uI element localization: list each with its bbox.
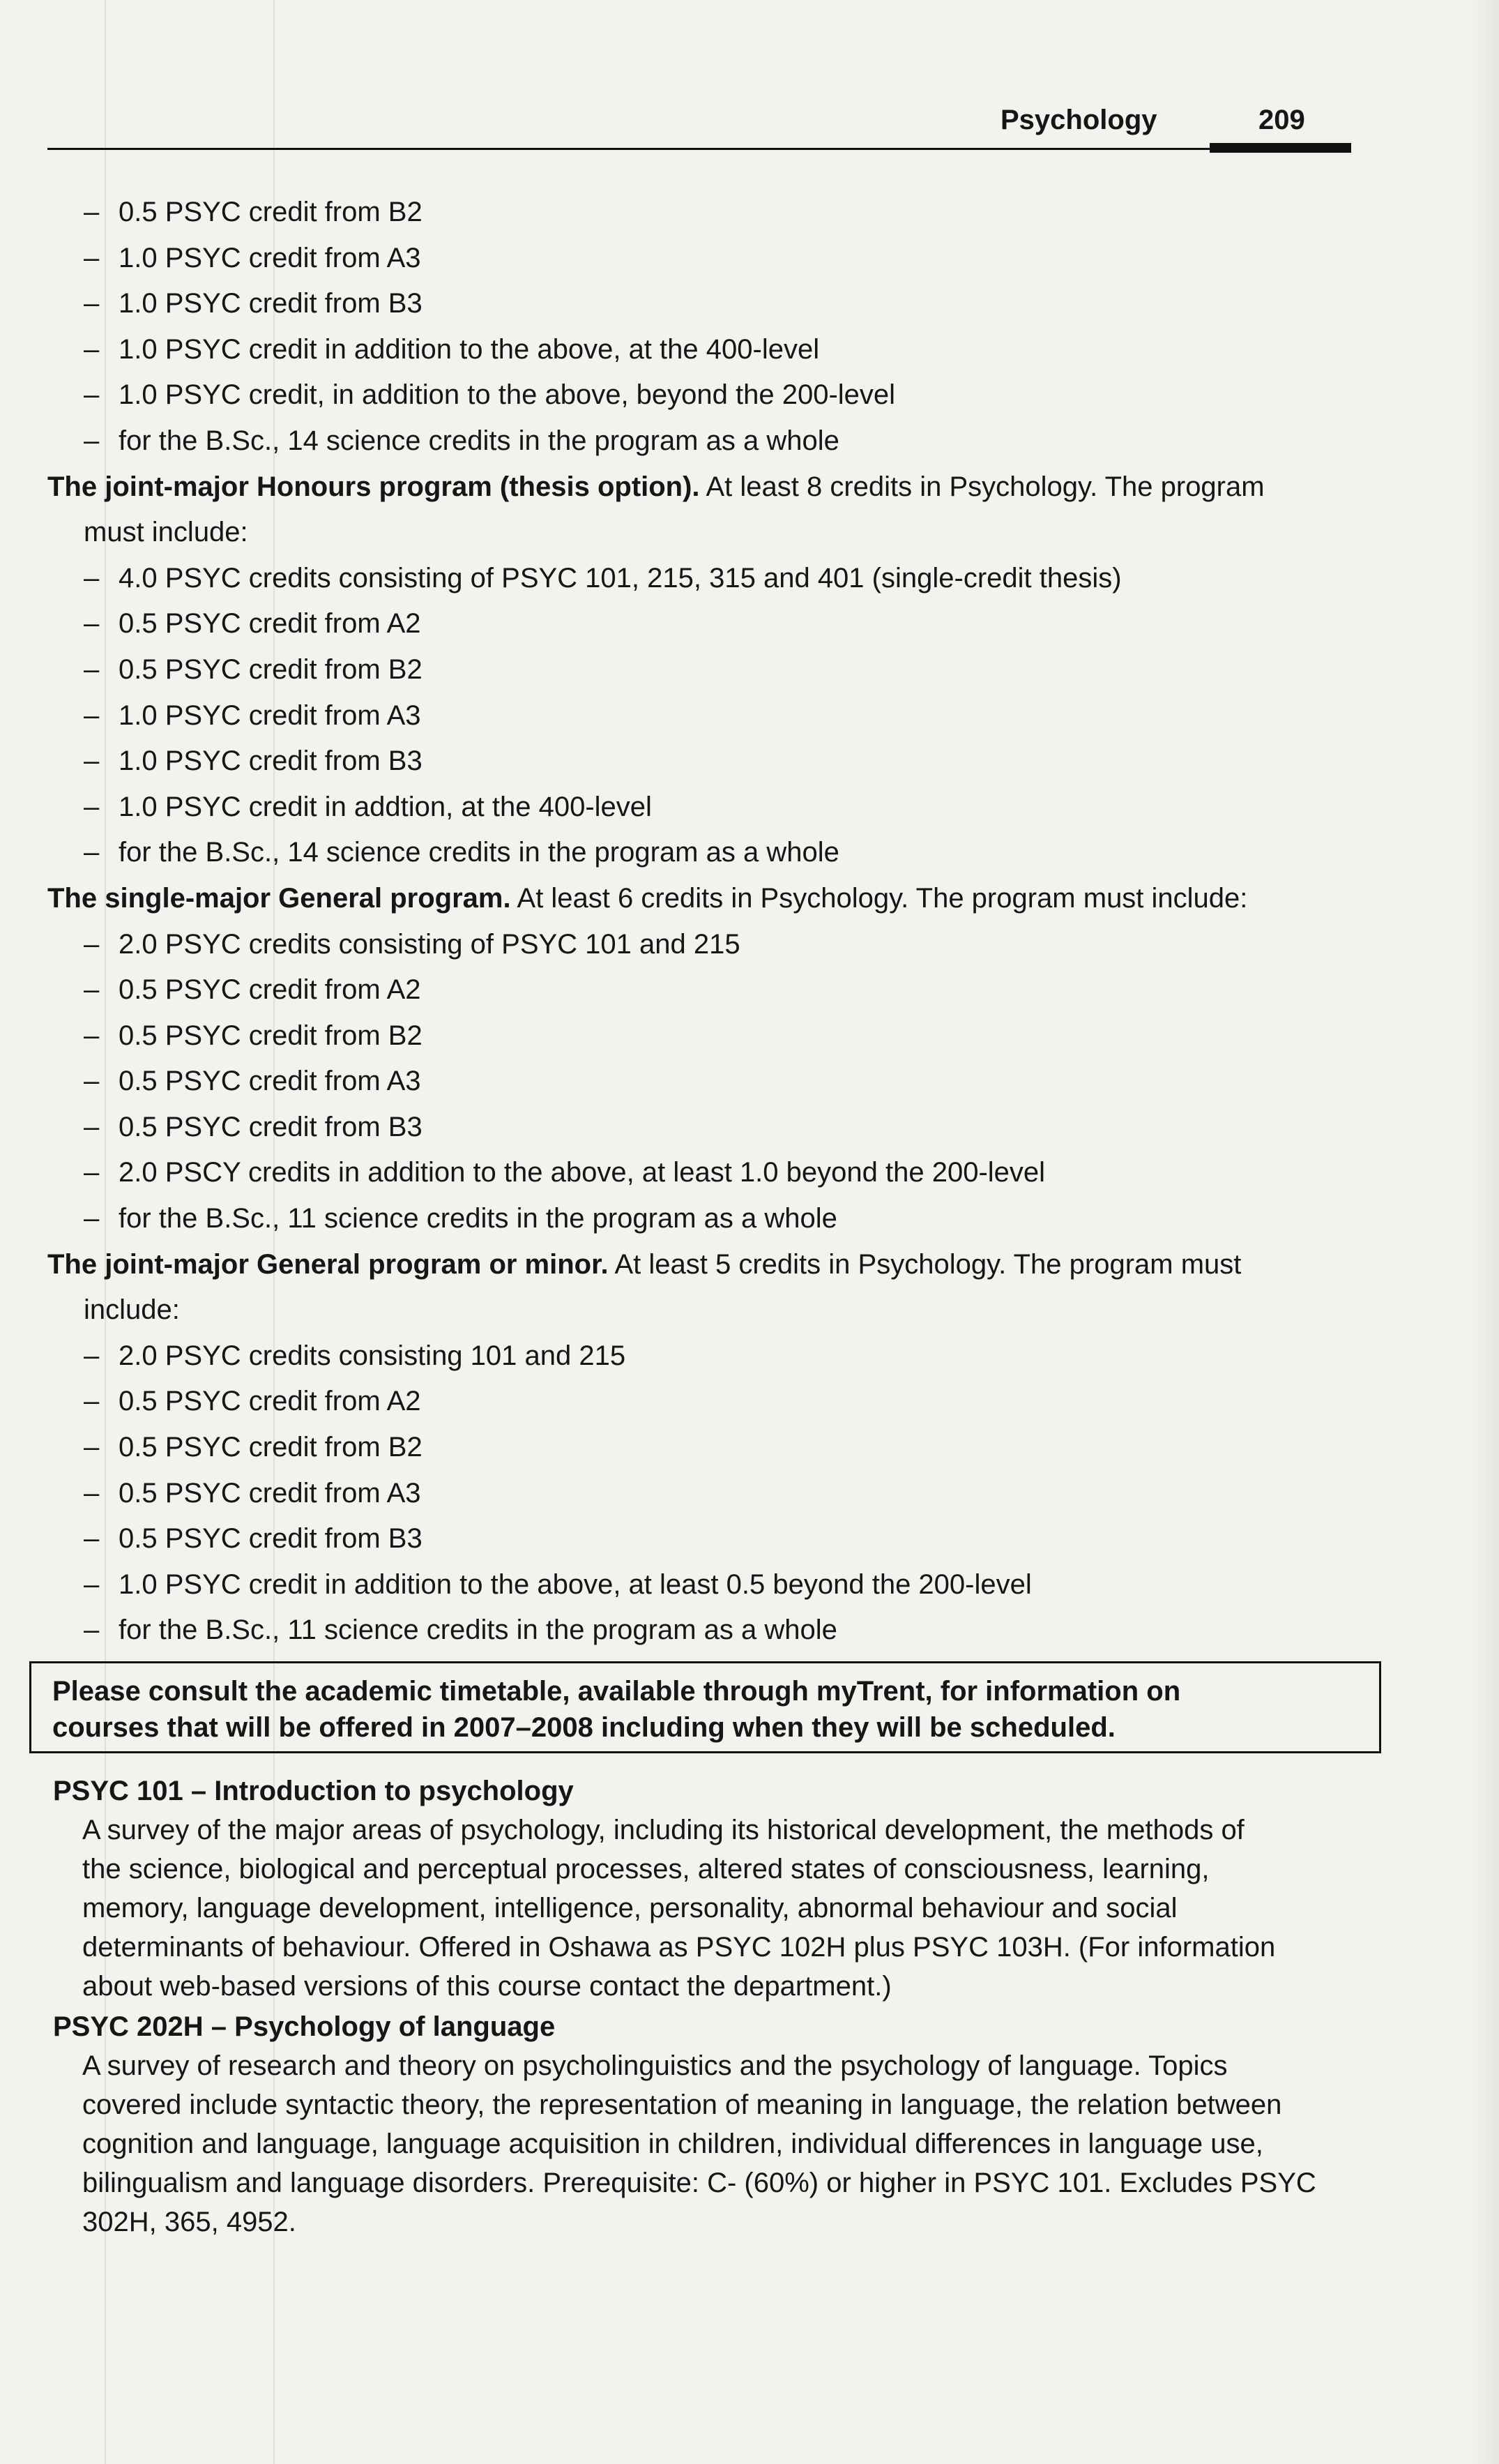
running-header-title: Psychology: [1000, 105, 1157, 135]
list-item: – 0.5 PSYC credit from B2: [47, 190, 1365, 236]
program-summary: At least 6 credits in Psychology. The program must include:: [510, 882, 1248, 914]
notice-line: Please consult the academic timetable, available through myTrent, for information on: [52, 1676, 1181, 1707]
list-item: – 4.0 PSYC credits consisting of PSYC 101, 215, 315 and 401 (single-credit thesis): [47, 556, 1365, 602]
list-item: – 1.0 PSYC credit from B3: [47, 281, 1365, 327]
section-heading: [47, 1242, 1365, 1333]
list-item: – 0.5 PSYC credit from B3: [47, 1516, 1365, 1562]
description-line: A survey of research and theory on psycholinguistics and the psychology of language. Topics: [82, 2050, 1228, 2081]
list-item: – 1.0 PSYC credit in addition to the above, at least 0.5 beyond the 200-level: [47, 1562, 1365, 1608]
list-item: – 1.0 PSYC credit in addtion, at the 400-level: [47, 785, 1365, 831]
requirements-list: [47, 922, 1365, 1242]
header-accent-bar: [1210, 143, 1351, 153]
list-item: – for the B.Sc., 14 science credits in the program as a whole: [47, 418, 1365, 464]
list-item: – 0.5 PSYC credit from B2: [47, 1425, 1365, 1471]
course-descriptions: [53, 1771, 1371, 2243]
program-name: The joint-major Honours program (thesis option).: [47, 471, 700, 502]
course-title: PSYC 202H – Psychology of language: [53, 2011, 556, 2042]
list-item: – 1.0 PSYC credit, in addition to the above, beyond the 200-level: [47, 372, 1365, 418]
description-line: bilingualism and language disorders. Prerequisite: C- (60%) or higher in PSYC 101. Excludes PSYC: [82, 2168, 1316, 2198]
course-description: [53, 1811, 1371, 2006]
description-line: cognition and language, language acquisition in children, individual differences in language use,: [82, 2129, 1263, 2159]
list-item: – 0.5 PSYC credit from B2: [47, 1013, 1365, 1059]
list-item: – 2.0 PSYC credits consisting of PSYC 101 and 215: [47, 922, 1365, 968]
page-number: 209: [1258, 105, 1305, 135]
course-title: PSYC 101 – Introduction to psychology: [53, 1776, 574, 1806]
list-item: – 2.0 PSCY credits in addition to the above, at least 1.0 beyond the 200-level: [47, 1150, 1365, 1196]
list-item: – for the B.Sc., 14 science credits in the program as a whole: [47, 830, 1365, 876]
requirements-list: [47, 1333, 1365, 1654]
course-description: [53, 2046, 1371, 2242]
description-line: 302H, 365, 4952.: [82, 2207, 296, 2237]
list-item: – 0.5 PSYC credit from A2: [47, 601, 1365, 647]
list-item: – 0.5 PSYC credit from A2: [47, 1379, 1365, 1425]
requirements-list: [47, 556, 1365, 876]
list-item: – 1.0 PSYC credit from A3: [47, 236, 1365, 282]
list-item: – 0.5 PSYC credit from B2: [47, 647, 1365, 693]
description-line: A survey of the major areas of psychology, including its historical development, the methods of: [82, 1815, 1245, 1845]
list-item: – 0.5 PSYC credit from B3: [47, 1105, 1365, 1151]
list-item: – for the B.Sc., 11 science credits in the program as a whole: [47, 1608, 1365, 1654]
program-summary-continued: must include:: [84, 517, 248, 548]
list-item: – 1.0 PSYC credit from B3: [47, 739, 1365, 785]
description-line: the science, biological and perceptual processes, altered states of consciousness, learning,: [82, 1854, 1210, 1884]
notice-line: courses that will be offered in 2007–2008 including when they will be scheduled.: [52, 1712, 1116, 1743]
program-summary: At least 8 credits in Psychology. The program: [699, 471, 1265, 502]
requirements-list: [47, 190, 1365, 464]
section-heading: [47, 876, 1365, 922]
program-summary: At least 5 credits in Psychology. The program must: [608, 1248, 1242, 1280]
list-item: – 0.5 PSYC credit from A3: [47, 1471, 1365, 1517]
program-summary-continued: include:: [84, 1294, 180, 1326]
program-name: The joint-major General program or minor.: [47, 1248, 609, 1280]
list-item: – 1.0 PSYC credit in addition to the above, at the 400-level: [47, 327, 1365, 373]
list-item: – 0.5 PSYC credit from A2: [47, 967, 1365, 1013]
section-heading: [47, 464, 1365, 556]
list-item: – for the B.Sc., 11 science credits in the program as a whole: [47, 1196, 1365, 1242]
scan-edge-shadow: [1471, 0, 1499, 2464]
list-item: – 2.0 PSYC credits consisting 101 and 215: [47, 1333, 1365, 1380]
description-line: memory, language development, intelligence, personality, abnormal behaviour and social: [82, 1893, 1178, 1923]
program-requirements: [47, 190, 1365, 1654]
list-item: – 0.5 PSYC credit from A3: [47, 1059, 1365, 1105]
program-name: The single-major General program.: [47, 882, 511, 914]
description-line: determinants of behaviour. Offered in Oshawa as PSYC 102H plus PSYC 103H. (For information: [82, 1932, 1276, 1963]
course-entry: [53, 2007, 1371, 2242]
header-rule: [47, 148, 1351, 150]
course-entry: [53, 1771, 1371, 2006]
list-item: – 1.0 PSYC credit from A3: [47, 693, 1365, 739]
timetable-notice-box: [29, 1661, 1381, 1753]
description-line: covered include syntactic theory, the representation of meaning in language, the relation between: [82, 2089, 1282, 2120]
description-line: about web-based versions of this course contact the department.): [82, 1971, 892, 2002]
